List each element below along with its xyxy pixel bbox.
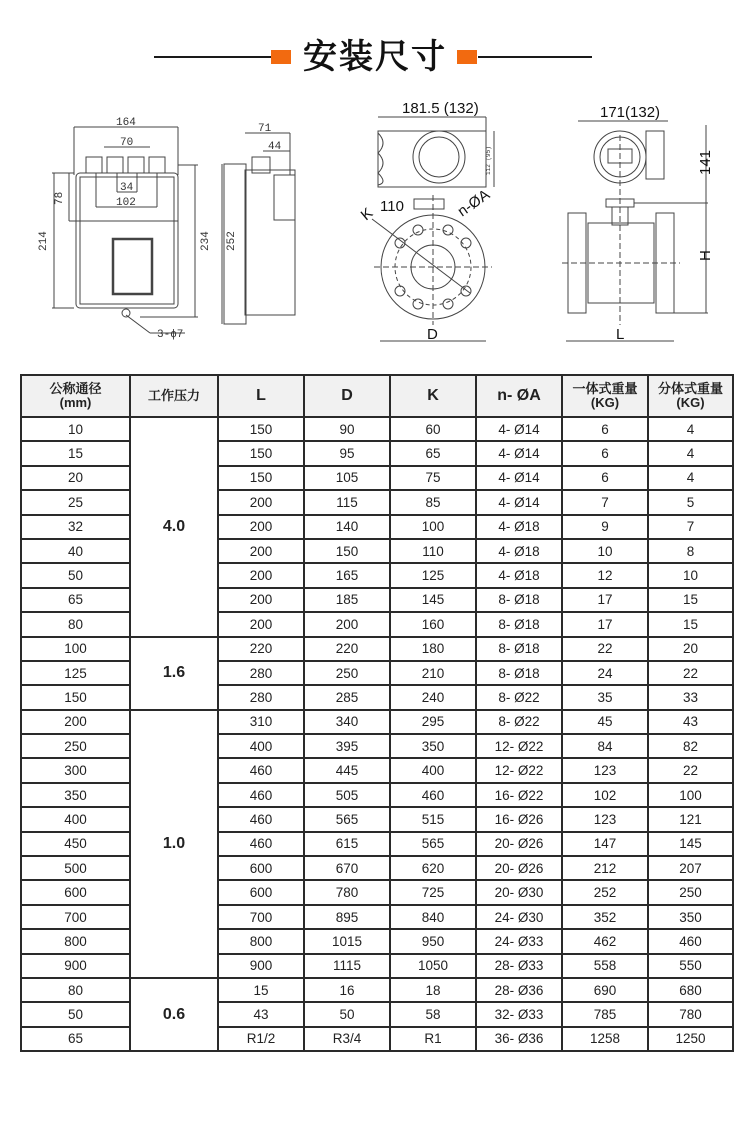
cell-k: 620 (390, 856, 476, 880)
cell-l: 150 (218, 466, 304, 490)
cell-k: 145 (390, 588, 476, 612)
cell-integral-weight: 212 (562, 856, 648, 880)
cell-l: 220 (218, 637, 304, 661)
cell-d: 615 (304, 832, 390, 856)
cell-nominal-diameter: 450 (21, 832, 130, 856)
page-title: 安装尺寸 (303, 37, 447, 77)
table-row (21, 783, 733, 807)
cell-n-a: 20- Ø26 (476, 832, 562, 856)
cell-n-a: 4- Ø18 (476, 563, 562, 587)
cell-split-weight: 207 (648, 856, 733, 880)
cell-integral-weight: 17 (562, 612, 648, 636)
cell-nominal-diameter: 80 (21, 978, 130, 1002)
table-row (21, 1027, 733, 1051)
cell-nominal-diameter: 15 (21, 441, 130, 465)
cell-d: 200 (304, 612, 390, 636)
cell-l: 600 (218, 856, 304, 880)
title-divider-right (478, 56, 592, 58)
cell-nominal-diameter: 400 (21, 807, 130, 831)
split-converter-side-drawing (222, 133, 295, 324)
cell-split-weight: 7 (648, 515, 733, 539)
dim-mount-holes: 3-ϕ7 (157, 329, 184, 341)
cell-k: 100 (390, 515, 476, 539)
cell-split-weight: 250 (648, 880, 733, 904)
cell-k: 58 (390, 1002, 476, 1026)
cell-split-weight: 20 (648, 637, 733, 661)
cell-k: 240 (390, 685, 476, 709)
cell-split-weight: 680 (648, 978, 733, 1002)
dim-top-width-171: 171(132) (600, 104, 661, 121)
table-row (21, 856, 733, 880)
cell-k: 1050 (390, 954, 476, 978)
cell-split-weight: 5 (648, 490, 733, 514)
cell-integral-weight: 45 (562, 710, 648, 734)
cell-n-a: 8- Ø18 (476, 661, 562, 685)
cell-n-a: 4- Ø18 (476, 515, 562, 539)
table-row (21, 685, 733, 709)
cell-integral-weight: 558 (562, 954, 648, 978)
cell-integral-weight: 123 (562, 758, 648, 782)
cell-integral-weight: 690 (562, 978, 648, 1002)
cell-integral-weight: 252 (562, 880, 648, 904)
cell-split-weight: 350 (648, 905, 733, 929)
cell-n-a: 16- Ø22 (476, 783, 562, 807)
cell-d: 140 (304, 515, 390, 539)
cell-k: R1 (390, 1027, 476, 1051)
cell-d: 220 (304, 637, 390, 661)
cell-d: 780 (304, 880, 390, 904)
cell-split-weight: 145 (648, 832, 733, 856)
header-working-pressure: 工作压力 (130, 375, 218, 417)
cell-l: 280 (218, 661, 304, 685)
table-row (21, 832, 733, 856)
cell-d: 445 (304, 758, 390, 782)
header-n-a: n- ØA (476, 375, 562, 417)
dim-inner-34: 34 (120, 182, 134, 194)
cell-k: 110 (390, 539, 476, 563)
cell-split-weight: 460 (648, 929, 733, 953)
installation-dimensions-table (20, 374, 734, 1052)
header-d: D (304, 375, 390, 417)
cell-k: 60 (390, 417, 476, 441)
cell-n-a: 4- Ø14 (476, 466, 562, 490)
table-row (21, 515, 733, 539)
cell-d: 395 (304, 734, 390, 758)
cell-n-a: 16- Ø26 (476, 807, 562, 831)
cell-working-pressure: 1.6 (130, 637, 218, 710)
cell-split-weight: 121 (648, 807, 733, 831)
dim-height-252: 252 (226, 231, 238, 251)
cell-n-a: 4- Ø14 (476, 417, 562, 441)
cell-l: 150 (218, 441, 304, 465)
cell-l: 800 (218, 929, 304, 953)
cell-d: 340 (304, 710, 390, 734)
cell-d: 115 (304, 490, 390, 514)
cell-split-weight: 43 (648, 710, 733, 734)
cell-n-a: 32- Ø33 (476, 1002, 562, 1026)
cell-nominal-diameter: 20 (21, 466, 130, 490)
cell-nominal-diameter: 350 (21, 783, 130, 807)
cell-integral-weight: 102 (562, 783, 648, 807)
table-row (21, 905, 733, 929)
cell-l: 460 (218, 783, 304, 807)
cell-k: 400 (390, 758, 476, 782)
cell-n-a: 8- Ø18 (476, 588, 562, 612)
flange-side-drawing (562, 121, 708, 341)
cell-l: 460 (218, 758, 304, 782)
cell-n-a: 8- Ø18 (476, 612, 562, 636)
dim-height-214: 214 (38, 231, 50, 251)
header-l: L (218, 375, 304, 417)
cell-d: 895 (304, 905, 390, 929)
table-row (21, 417, 733, 441)
cell-integral-weight: 22 (562, 637, 648, 661)
cell-d: 50 (304, 1002, 390, 1026)
installation-drawings (0, 95, 750, 357)
cell-n-a: 28- Ø33 (476, 954, 562, 978)
cell-split-weight: 100 (648, 783, 733, 807)
dim-converter-height-141: 141 (697, 149, 714, 175)
table-row (21, 978, 733, 1002)
cell-nominal-diameter: 50 (21, 563, 130, 587)
cell-d: 185 (304, 588, 390, 612)
cell-integral-weight: 6 (562, 466, 648, 490)
cell-nominal-diameter: 80 (21, 612, 130, 636)
dim-pcd-k: K (357, 204, 377, 225)
cell-l: 43 (218, 1002, 304, 1026)
cell-d: 90 (304, 417, 390, 441)
cell-k: 160 (390, 612, 476, 636)
cell-n-a: 12- Ø22 (476, 758, 562, 782)
cell-n-a: 4- Ø18 (476, 539, 562, 563)
dim-depth-71: 71 (258, 123, 272, 135)
cell-l: 700 (218, 905, 304, 929)
table-row (21, 441, 733, 465)
flange-front-drawing (372, 117, 494, 341)
cell-nominal-diameter: 800 (21, 929, 130, 953)
cell-l: 460 (218, 832, 304, 856)
cell-split-weight: 4 (648, 417, 733, 441)
cell-n-a: 20- Ø26 (476, 856, 562, 880)
cell-integral-weight: 352 (562, 905, 648, 929)
cell-d: 1015 (304, 929, 390, 953)
title-divider-left (154, 56, 280, 58)
cell-working-pressure: 0.6 (130, 978, 218, 1051)
cell-split-weight: 780 (648, 1002, 733, 1026)
cell-k: 18 (390, 978, 476, 1002)
cell-integral-weight: 6 (562, 441, 648, 465)
cell-d: R3/4 (304, 1027, 390, 1051)
cell-d: 165 (304, 563, 390, 587)
table-row (21, 734, 733, 758)
cell-n-a: 8- Ø22 (476, 710, 562, 734)
cell-l: 200 (218, 588, 304, 612)
cell-working-pressure: 1.0 (130, 710, 218, 978)
cell-d: 105 (304, 466, 390, 490)
cell-k: 180 (390, 637, 476, 661)
cell-nominal-diameter: 10 (21, 417, 130, 441)
cell-l: 200 (218, 563, 304, 587)
table-row (21, 539, 733, 563)
header-split-weight: 分体式重量 (KG) (648, 375, 733, 417)
cell-d: 150 (304, 539, 390, 563)
cell-integral-weight: 24 (562, 661, 648, 685)
cell-split-weight: 10 (648, 563, 733, 587)
cell-l: 310 (218, 710, 304, 734)
cell-l: 600 (218, 880, 304, 904)
split-converter-front-drawing (52, 127, 198, 333)
cell-d: 565 (304, 807, 390, 831)
cell-split-weight: 22 (648, 661, 733, 685)
dim-neck-110: 110 (380, 198, 404, 215)
table-row (21, 929, 733, 953)
cell-n-a: 12- Ø22 (476, 734, 562, 758)
cell-d: 505 (304, 783, 390, 807)
cell-k: 85 (390, 490, 476, 514)
cell-k: 460 (390, 783, 476, 807)
cell-nominal-diameter: 200 (21, 710, 130, 734)
table-row (21, 880, 733, 904)
dim-top-height-78: 78 (54, 191, 66, 205)
cell-nominal-diameter: 100 (21, 637, 130, 661)
table-row (21, 954, 733, 978)
table-row (21, 710, 733, 734)
dim-diameter-d: D (427, 326, 438, 343)
cell-integral-weight: 6 (562, 417, 648, 441)
cell-k: 725 (390, 880, 476, 904)
cell-split-weight: 8 (648, 539, 733, 563)
cell-nominal-diameter: 40 (21, 539, 130, 563)
cell-split-weight: 4 (648, 466, 733, 490)
section-title-bar (0, 30, 750, 82)
cell-integral-weight: 17 (562, 588, 648, 612)
header-nominal-diameter: 公称通径 (mm) (21, 375, 130, 417)
cell-n-a: 4- Ø14 (476, 490, 562, 514)
cell-integral-weight: 147 (562, 832, 648, 856)
cell-nominal-diameter: 300 (21, 758, 130, 782)
cell-k: 75 (390, 466, 476, 490)
dim-glands-70: 70 (120, 137, 134, 149)
dim-height-h: H (697, 250, 714, 261)
cell-nominal-diameter: 50 (21, 1002, 130, 1026)
cell-l: 280 (218, 685, 304, 709)
cell-d: 285 (304, 685, 390, 709)
cell-d: 1115 (304, 954, 390, 978)
cell-l: 15 (218, 978, 304, 1002)
cell-d: 250 (304, 661, 390, 685)
cell-d: 95 (304, 441, 390, 465)
cell-n-a: 36- Ø36 (476, 1027, 562, 1051)
cell-nominal-diameter: 25 (21, 490, 130, 514)
cell-integral-weight: 35 (562, 685, 648, 709)
dim-width-164: 164 (116, 117, 136, 129)
cell-integral-weight: 84 (562, 734, 648, 758)
cell-split-weight: 15 (648, 612, 733, 636)
cell-k: 350 (390, 734, 476, 758)
dim-box-102: 102 (116, 197, 136, 209)
table-row (21, 612, 733, 636)
dim-gland-depth-44: 44 (268, 141, 282, 153)
dim-holes-n-a: n-ØA (454, 186, 493, 221)
cell-k: 840 (390, 905, 476, 929)
dim-top-width-181: 181.5 (132) (402, 100, 479, 117)
cell-split-weight: 22 (648, 758, 733, 782)
table-row (21, 807, 733, 831)
cell-integral-weight: 1258 (562, 1027, 648, 1051)
cell-l: 200 (218, 612, 304, 636)
table-row (21, 490, 733, 514)
cell-integral-weight: 10 (562, 539, 648, 563)
dim-converter-height-112: 112 (95) (485, 146, 492, 175)
cell-split-weight: 33 (648, 685, 733, 709)
cell-n-a: 24- Ø33 (476, 929, 562, 953)
cell-nominal-diameter: 32 (21, 515, 130, 539)
cell-working-pressure: 4.0 (130, 417, 218, 637)
cell-k: 210 (390, 661, 476, 685)
cell-l: 400 (218, 734, 304, 758)
cell-l: 200 (218, 490, 304, 514)
dimension-drawings-svg (0, 95, 750, 357)
title-accent-square-right (457, 50, 477, 64)
cell-integral-weight: 785 (562, 1002, 648, 1026)
header-k: K (390, 375, 476, 417)
table-row (21, 637, 733, 661)
cell-n-a: 8- Ø18 (476, 637, 562, 661)
cell-nominal-diameter: 600 (21, 880, 130, 904)
cell-k: 950 (390, 929, 476, 953)
cell-split-weight: 4 (648, 441, 733, 465)
cell-nominal-diameter: 65 (21, 588, 130, 612)
table-row (21, 563, 733, 587)
table-row (21, 1002, 733, 1026)
cell-n-a: 28- Ø36 (476, 978, 562, 1002)
cell-nominal-diameter: 700 (21, 905, 130, 929)
cell-integral-weight: 12 (562, 563, 648, 587)
cell-k: 565 (390, 832, 476, 856)
table-row (21, 466, 733, 490)
cell-l: 900 (218, 954, 304, 978)
table-body (21, 417, 733, 1051)
dim-length-l: L (616, 326, 625, 343)
cell-n-a: 4- Ø14 (476, 441, 562, 465)
cell-k: 515 (390, 807, 476, 831)
table-row (21, 588, 733, 612)
table-row (21, 661, 733, 685)
cell-n-a: 24- Ø30 (476, 905, 562, 929)
cell-nominal-diameter: 65 (21, 1027, 130, 1051)
cell-d: 16 (304, 978, 390, 1002)
cell-integral-weight: 462 (562, 929, 648, 953)
cell-nominal-diameter: 250 (21, 734, 130, 758)
cell-d: 670 (304, 856, 390, 880)
cell-split-weight: 15 (648, 588, 733, 612)
cell-split-weight: 550 (648, 954, 733, 978)
cell-nominal-diameter: 900 (21, 954, 130, 978)
cell-nominal-diameter: 150 (21, 685, 130, 709)
table-header-row (21, 375, 733, 417)
cell-l: 460 (218, 807, 304, 831)
cell-nominal-diameter: 500 (21, 856, 130, 880)
cell-k: 65 (390, 441, 476, 465)
cell-n-a: 20- Ø30 (476, 880, 562, 904)
dim-height-234: 234 (200, 231, 212, 251)
cell-integral-weight: 9 (562, 515, 648, 539)
cell-k: 295 (390, 710, 476, 734)
cell-l: 150 (218, 417, 304, 441)
cell-l: R1/2 (218, 1027, 304, 1051)
cell-n-a: 8- Ø22 (476, 685, 562, 709)
cell-l: 200 (218, 539, 304, 563)
cell-l: 200 (218, 515, 304, 539)
cell-nominal-diameter: 125 (21, 661, 130, 685)
table-row (21, 758, 733, 782)
header-integral-weight: 一体式重量 (KG) (562, 375, 648, 417)
cell-integral-weight: 123 (562, 807, 648, 831)
cell-k: 125 (390, 563, 476, 587)
cell-split-weight: 1250 (648, 1027, 733, 1051)
cell-split-weight: 82 (648, 734, 733, 758)
title-accent-square-left (271, 50, 291, 64)
cell-integral-weight: 7 (562, 490, 648, 514)
